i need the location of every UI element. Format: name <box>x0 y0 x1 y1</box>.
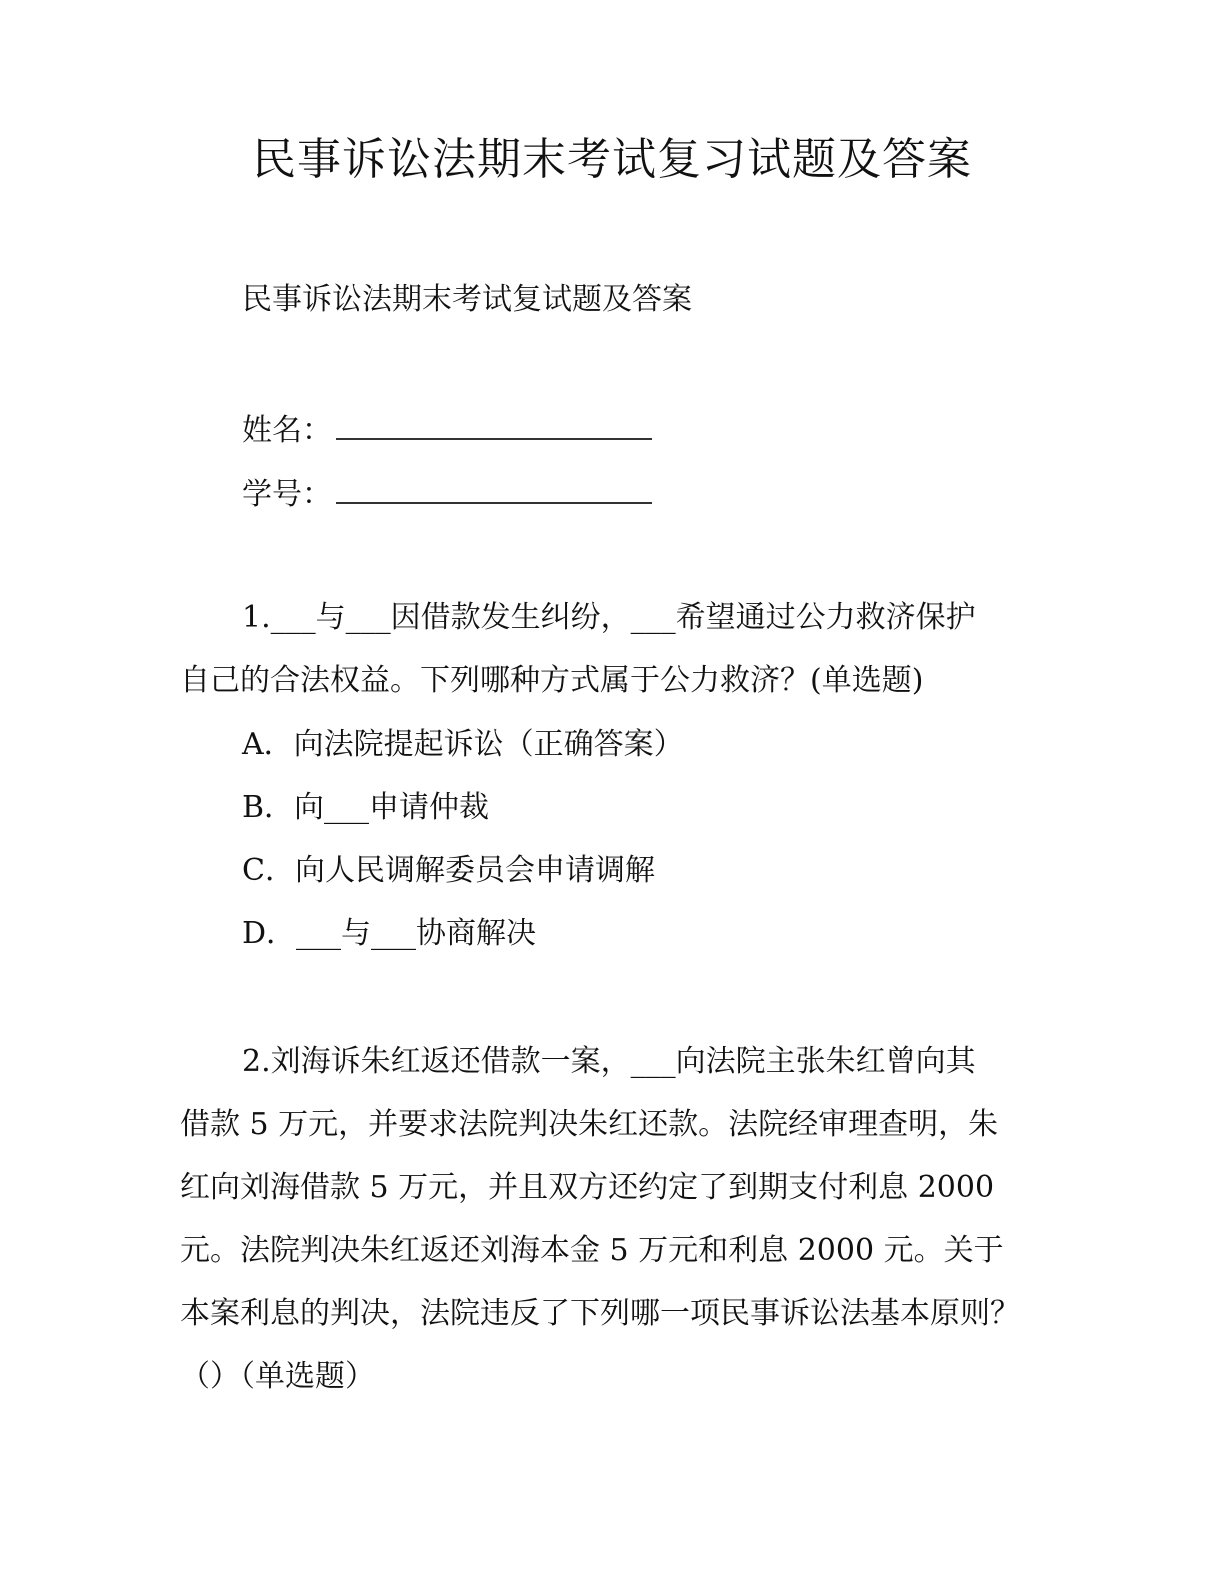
document-subtitle: 民事诉讼法期末考试复试题及答案 <box>242 282 692 317</box>
question-1-option-b: B．向___申请仲裁 <box>242 790 490 825</box>
name-field-row <box>242 408 652 451</box>
question-1-option-a: A．向法院提起诉讼（正确答案） <box>242 727 684 762</box>
question-2-text-line-3: 红向刘海借款 5 万元，并且双方还约定了到期支付利息 2000 <box>180 1170 995 1205</box>
question-1-text-line-1: 1.___与___因借款发生纠纷，___希望通过公力救济保护 <box>242 600 976 635</box>
name-label: 姓名： <box>242 413 332 448</box>
question-2-text-line-4: 元。法院判决朱红返还刘海本金 5 万元和利息 2000 元。关于 <box>180 1233 1004 1268</box>
question-2-text-line-5: 本案利息的判决，法院违反了下列哪一项民事诉讼法基本原则？ <box>180 1296 1020 1331</box>
student-id-blank-line <box>336 472 652 504</box>
question-2-text-line-2: 借款 5 万元，并要求法院判决朱红还款。法院经审理查明，朱 <box>180 1107 999 1142</box>
question-2-text-line-1: 2.刘海诉朱红返还借款一案，___向法院主张朱红曾向其 <box>242 1044 976 1079</box>
question-1-option-c: C．向人民调解委员会申请调解 <box>242 853 655 888</box>
page-title: 民事诉讼法期末考试复习试题及答案 <box>252 134 972 185</box>
name-blank-line <box>336 408 652 440</box>
student-id-field-row <box>242 472 652 515</box>
question-1-text-line-2: 自己的合法权益。下列哪种方式属于公力救济？(单选题) <box>180 663 924 698</box>
question-2-text-line-6: （）（单选题） <box>180 1359 375 1394</box>
question-1-option-d: D．___与___协商解决 <box>242 916 537 951</box>
student-id-label: 学号： <box>242 477 332 512</box>
